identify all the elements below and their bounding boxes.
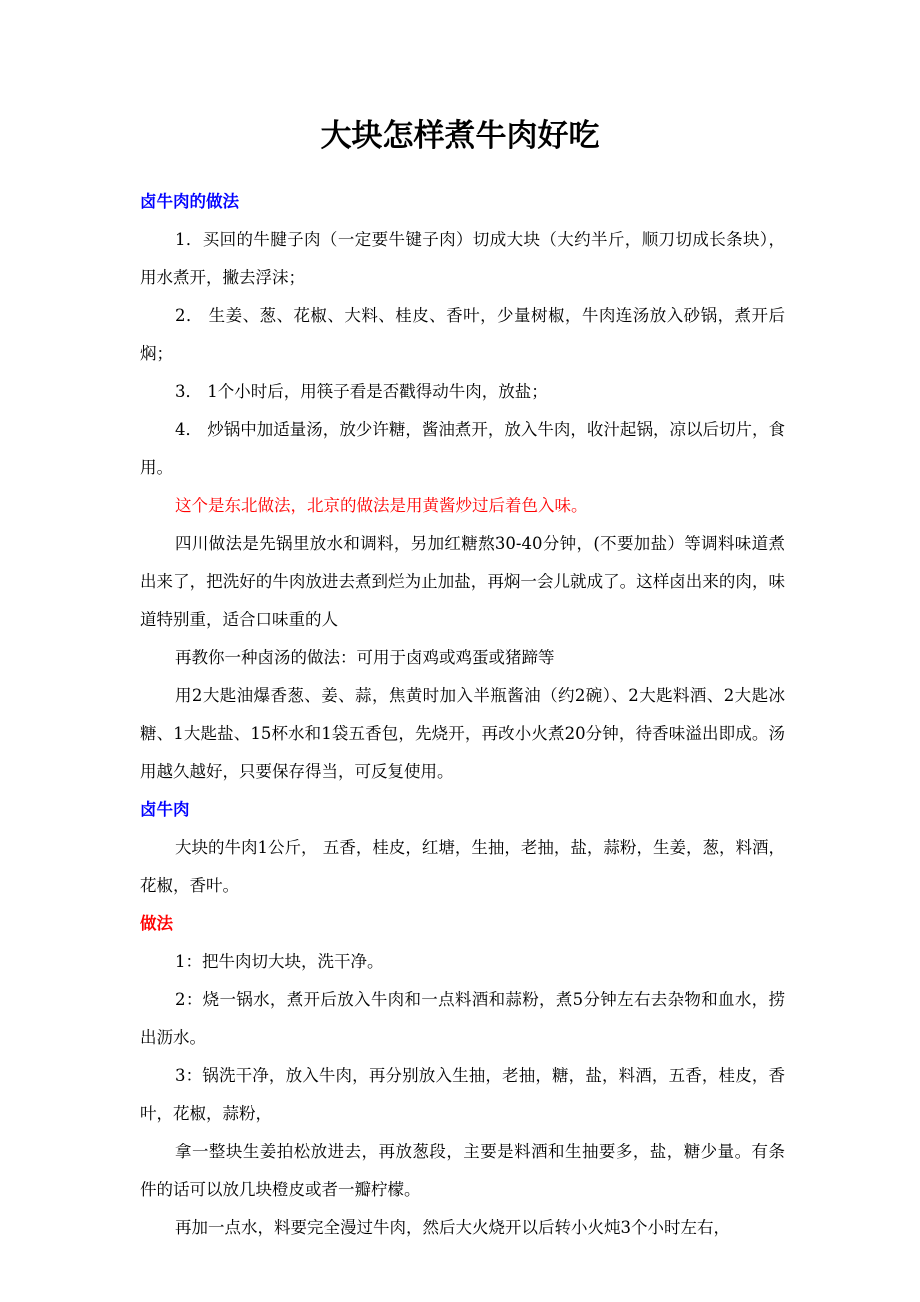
paragraph-method-1: 1：把牛肉切大块，洗干净。 (175, 952, 384, 971)
paragraph-brine-recipe: 用2大匙油爆香葱、姜、蒜，焦黄时加入半瓶酱油（约2碗）、2大匙料酒、2大匙冰糖、1大匙盐、15杯水和1袋五香包，先烧开，再改小火煮20分钟，待香味溢出即成。汤用越久越好，只要保存得当，可反复使用。 (140, 686, 785, 781)
section-heading-braised-beef: 卤牛肉 (140, 800, 190, 819)
paragraph-step-4: 4． 炒锅中加适量汤，放少许糖，酱油煮开，放入牛肉，收汁起锅，凉以后切片，食用。 (140, 420, 785, 477)
paragraph-method-ginger: 拿一整块生姜拍松放进去，再放葱段，主要是料酒和生抽要多，盐，糖少量。有条件的话可以放几块橙皮或者一瓣柠檬。 (140, 1142, 785, 1199)
paragraph-step-3: 3． 1个小时后，用筷子看是否戳得动牛肉，放盐； (175, 382, 548, 401)
paragraph-step-1: 1．买回的牛腱子肉（一定要牛键子肉）切成大块（大约半斤，顺刀切成长条块），用水煮开，撇去浮沫； (140, 230, 785, 287)
paragraph-method-3: 3：锅洗干净，放入牛肉，再分别放入生抽，老抽，糖，盐，料酒，五香，桂皮，香叶，花椒，蒜粉， (140, 1066, 785, 1123)
page-title: 大块怎样煮牛肉好吃 (320, 118, 600, 154)
document-body (140, 183, 785, 1247)
paragraph-method-2: 2：烧一锅水，煮开后放入牛肉和一点料酒和蒜粉，煮5分钟左右去杂物和血水，捞出沥水。 (140, 990, 785, 1047)
section-heading-braised-beef-method: 卤牛肉的做法 (140, 192, 239, 211)
paragraph-sichuan-style: 四川做法是先锅里放水和调料，另加红糖熬30-40分钟，(不要加盐）等调料味道煮出来了，把洗好的牛肉放进去煮到烂为止加盐，再焖一会儿就成了。这样卤出来的肉，味道特别重，适合口味重的人 (140, 534, 785, 629)
paragraph-ingredients: 大块的牛肉1公斤， 五香，桂皮，红塘，生抽，老抽，盐，蒜粉，生姜，葱，料酒，花椒，香叶。 (140, 838, 785, 895)
note-northeast-style: 这个是东北做法，北京的做法是用黄酱炒过后着色入味。 (175, 496, 588, 515)
paragraph-method-simmer: 再加一点水，料要完全漫过牛肉，然后大火烧开以后转小火炖3个小时左右， (175, 1218, 730, 1237)
paragraph-step-2: 2． 生姜、葱、花椒、大料、桂皮、香叶，少量树椒，牛肉连汤放入砂锅，煮开后焖； (140, 306, 785, 363)
section-heading-method: 做法 (140, 914, 173, 933)
paragraph-brine-intro: 再教你一种卤汤的做法：可用于卤鸡或鸡蛋或猪蹄等 (175, 648, 555, 667)
